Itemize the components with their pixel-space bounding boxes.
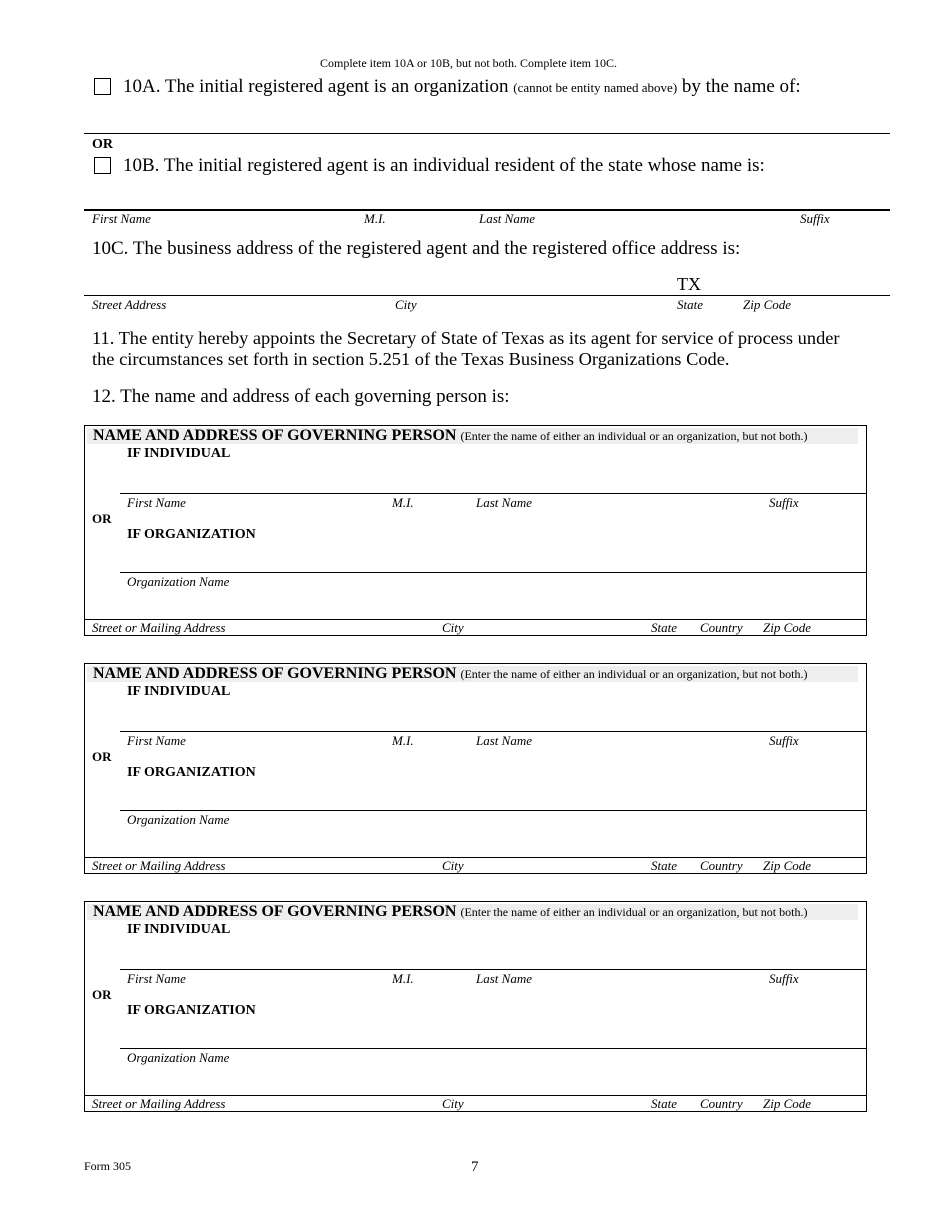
item-11-line-2: the circumstances set forth in section 5.251 of the Texas Business Organizations Code. [92,349,730,369]
organization-name-line [120,810,866,811]
or-label: OR [92,511,112,526]
country-label: Country [700,858,743,873]
last-name-label: Last Name [476,733,532,748]
last-name-label: Last Name [476,971,532,986]
city-label: City [442,620,464,635]
country-label: Country [700,1096,743,1111]
item-11-line-1: 11. The entity hereby appoints the Secretary of State of Texas as its agent for service of process under [92,328,840,348]
if-organization-label: IF ORGANIZATION [127,765,256,780]
individual-name-field[interactable] [120,464,866,493]
item-10b-last-name-label: Last Name [479,211,535,226]
organization-name-line [120,1048,866,1049]
if-organization-label: IF ORGANIZATION [127,527,256,542]
organization-name-line [120,572,866,573]
item-10b-suffix-label: Suffix [800,211,830,226]
if-organization-label: IF ORGANIZATION [127,1003,256,1018]
item-10c-state-label: State [677,297,703,312]
item-10b-mi-label: M.I. [364,211,386,226]
item-10c-address-line [84,295,890,296]
organization-name-field[interactable] [120,782,866,810]
item-10c-zip-label: Zip Code [743,297,792,312]
item-10a-text: 10A. The initial registered agent is an organization (cannot be entity named above) by the name of: [123,76,801,97]
organization-name-field[interactable] [120,1020,866,1048]
item-10c-text: 10C. The business address of the registered agent and the registered office address is: [92,238,741,259]
organization-name-field[interactable] [120,544,866,572]
item-10c-state-value: TX [677,274,701,294]
if-individual-label: IF INDIVIDUAL [127,684,231,699]
if-individual-label: IF INDIVIDUAL [127,922,231,937]
individual-name-line [120,731,866,732]
governing-person-box [84,425,867,636]
or-label: OR [92,137,113,152]
individual-name-line [120,493,866,494]
item-10c-street-label: Street Address [92,297,167,312]
item-10b-name-field[interactable] [84,180,890,209]
form-number: Form 305 [84,1159,132,1173]
item-10c-city-label: City [395,297,417,312]
mi-label: M.I. [392,733,414,748]
state-label: State [651,858,677,873]
governing-person-box [84,901,867,1112]
mailing-address-field[interactable] [85,829,866,857]
state-label: State [651,620,677,635]
item-12-text: 12. The name and address of each governing person is: [92,386,510,407]
zip-code-label: Zip Code [763,620,812,635]
organization-name-label: Organization Name [127,1050,230,1065]
individual-name-line [120,969,866,970]
city-label: City [442,1096,464,1111]
street-address-label: Street or Mailing Address [92,858,226,873]
governing-person-box [84,663,867,874]
item-10b-first-name-label: First Name [92,211,151,226]
organization-name-label: Organization Name [127,812,230,827]
or-label: OR [92,749,112,764]
suffix-label: Suffix [769,733,799,748]
page-number: 7 [471,1159,479,1175]
individual-name-field[interactable] [120,702,866,731]
street-address-label: Street or Mailing Address [92,1096,226,1111]
item-10a-divider [84,133,890,134]
if-individual-label: IF INDIVIDUAL [127,446,231,461]
country-label: Country [700,620,743,635]
state-label: State [651,1096,677,1111]
first-name-label: First Name [127,495,186,510]
governing-person-header: NAME AND ADDRESS OF GOVERNING PERSON (Enter the name of either an individual or an organization, but not both.) [93,903,808,920]
suffix-label: Suffix [769,971,799,986]
mailing-address-field[interactable] [85,591,866,619]
item-10c-address-field[interactable] [84,266,890,295]
city-label: City [442,858,464,873]
governing-person-header: NAME AND ADDRESS OF GOVERNING PERSON (Enter the name of either an individual or an organization, but not both.) [93,665,808,682]
item-10b-checkbox[interactable] [94,157,111,174]
item-10a-organization-field[interactable] [84,100,890,133]
first-name-label: First Name [127,971,186,986]
or-label: OR [92,987,112,1002]
mi-label: M.I. [392,971,414,986]
suffix-label: Suffix [769,495,799,510]
first-name-label: First Name [127,733,186,748]
street-address-label: Street or Mailing Address [92,620,226,635]
item-10b-text: 10B. The initial registered agent is an individual resident of the state whose name is: [123,155,765,176]
individual-name-field[interactable] [120,940,866,969]
governing-person-header: NAME AND ADDRESS OF GOVERNING PERSON (Enter the name of either an individual or an organization, but not both.) [93,427,808,444]
item-10a-checkbox[interactable] [94,78,111,95]
mailing-address-field[interactable] [85,1067,866,1095]
zip-code-label: Zip Code [763,858,812,873]
zip-code-label: Zip Code [763,1096,812,1111]
mi-label: M.I. [392,495,414,510]
last-name-label: Last Name [476,495,532,510]
instruction-text: Complete item 10A or 10B, but not both. Complete item 10C. [320,56,617,70]
organization-name-label: Organization Name [127,574,230,589]
